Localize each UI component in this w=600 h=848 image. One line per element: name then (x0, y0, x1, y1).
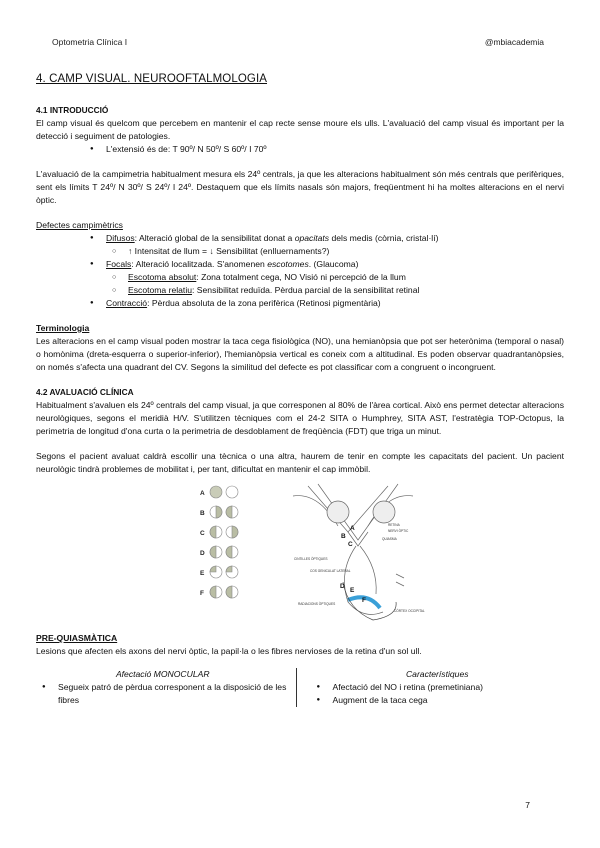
marker-e: E (350, 587, 355, 594)
scotoma-absolute-text: : Zona totalment cega, NO Visió ni percepció de la llum (196, 272, 406, 282)
defect-contraction-label: Contracció (106, 298, 148, 308)
pathway-drawing (293, 484, 413, 620)
defects-list (36, 232, 564, 310)
monocular-list (36, 681, 290, 707)
defect-diffuse-italic: opacitats (294, 233, 330, 243)
section-heading-4-1: 4.1 INTRODUCCIÓ (36, 105, 109, 115)
clinical-paragraph-1: Habitualment s'avaluen els 24º centrals del camp visual, ja que corresponen al 80% de l'àrea cortical. Això ens permet detectar alteracions neurològiques, segons el meridià H/V. S'utilitzen tècniques com el 24-2 SITA o Humphrey, SITA AST, l'estratègia TOP-Octopus, la perimetria de longitud d'ona curta o la perimetria de desdoblament de freqüència (FDT) que triga un minut. (36, 400, 564, 436)
scotoma-relative (36, 284, 564, 297)
terminology-heading: Terminologia (36, 323, 90, 333)
scotoma-absolute (36, 271, 564, 284)
marker-a: A (350, 525, 355, 532)
terminology-paragraph: Les alteracions en el camp visual poden mostrar la taca cega fisiològica (NO), una hemianòpsia que pot ser heterònima (temporal o nasal) o homònima (dreta-esquerra o superior-inferior), l'hemianòpsia vertical es coneix com a altitudinal. Es poden observar quadrantanòpsies, on només s'afecta una quadrant del CV. Segons la similitud del defecte es pot classificar com a congruent o incongruent. (36, 336, 564, 372)
features-list (311, 681, 565, 707)
row-label-c: C (200, 530, 205, 537)
monocular-item: ● Segueix patró de pèrdua corresponent a la disposició de les fibres (36, 681, 290, 707)
defect-diffuse-sub: ○ ↑ Intensitat de llum = ↓ Sensibilitat (enlluernaments?) (36, 245, 564, 258)
visual-field-rows (200, 490, 205, 597)
marker-c: C (348, 541, 353, 548)
defect-contraction-text: : Pèrdua absoluta de la zona perifèrica (Retinosi pigmentària) (147, 298, 381, 308)
page-number: 7 (525, 800, 530, 810)
extension-item: ● L'extensió és de: T 90º/ N 50º/ S 60º/ I 70º (36, 143, 564, 156)
scotoma-relative-text: : Sensibilitat reduïda. Pèrdua parcial de la sensibilitat retinal (192, 285, 420, 295)
defects-heading: Defectes campimètrics (36, 220, 123, 230)
defect-focal-label: Focals (106, 259, 132, 269)
features-item-1: ● Afectació del NO i retina (premetiniana) (311, 681, 565, 694)
prechiasmatic-columns (36, 668, 564, 707)
scotoma-relative-label: Escotoma relatiu (128, 285, 193, 295)
intro-paragraph: El camp visual és quelcom que percebem en mantenir el cap recte sense moure els ulls. L'avaluació del camp visual és important per la detecció i seguiment de patologies. (36, 118, 564, 141)
chapter-title: 4. CAMP VISUAL. NEUROOFTALMOLOGIA (36, 73, 268, 85)
monocular-column (36, 668, 297, 707)
label-lgn: COS GENICULAT LATERAL (310, 569, 351, 573)
label-optic-nerve: NERVI ÒPTIC (388, 529, 409, 533)
page-content (36, 72, 564, 707)
defect-focal (36, 258, 564, 271)
label-optic-tracts: CINTILLES ÒPTIQUES (294, 557, 328, 561)
visual-pathway-diagram (198, 482, 446, 624)
defect-focal-text-end: . (Glaucoma) (308, 259, 359, 269)
marker-f: F (362, 597, 366, 604)
visual-pathway-figure (198, 482, 446, 624)
marker-d: D (340, 583, 345, 590)
section-heading-4-2: 4.2 AVALUACIÓ CLÍNICA (36, 387, 134, 397)
features-item-2: ● Augment de la taca cega (311, 694, 565, 707)
defect-contraction (36, 297, 564, 310)
defect-focal-italic: escotomes (267, 259, 309, 269)
row-label-e: E (200, 570, 205, 577)
pathway-labels (294, 523, 425, 613)
campimetry-paragraph: L'avaluació de la campimetria habitualment mesura els 24º centrals, ja que les alteracions habitualment són més centrals que perifèriques, sent els límits T 24º/ N 30º/ S 24º/ I 24º. Destaquem que els límits nasals són majors, freqüentment hi ha moltes alteracions en el nervi òptic. (36, 169, 564, 205)
prechiasmatic-paragraph: Lesions que afecten els axons del nervi òptic, la papil·la o les fibres nervioses de la retina d'un sol ull. (36, 646, 422, 656)
defect-diffuse-text: : Alteració global de la sensibilitat donat a (134, 233, 295, 243)
clinical-paragraph-2: Segons el pacient avaluat caldrà escollir una tècnica o una altra, haurem de tenir en compte les capacitats del pacient. Un pacient neurològic tindrà problemes de mobilitat i, per tant, dificultat en mantenir el cap immòbil. (36, 451, 564, 474)
label-chiasm: QUIASMA (382, 537, 397, 541)
prechiasmatic-heading: PRE-QUIASMÀTICA (36, 633, 118, 643)
header-handle: @mbiacademia (484, 37, 544, 47)
label-occipital-cortex: CÒRTEX OCCIPITAL (394, 609, 425, 613)
extension-list (36, 143, 564, 156)
row-label-a: A (200, 490, 205, 497)
header-subject: Optometria Clínica I (52, 37, 128, 47)
scotoma-absolute-label: Escotoma absolut (128, 272, 197, 282)
row-label-d: D (200, 550, 205, 557)
row-label-b: B (200, 510, 205, 517)
label-retina: RETINA (388, 523, 400, 527)
monocular-title: Afectació MONOCULAR (115, 669, 210, 679)
pathway-markers (340, 525, 366, 604)
field-circles (210, 486, 238, 598)
features-title: Característiques (405, 669, 469, 679)
row-label-f: F (200, 590, 204, 597)
defect-diffuse (36, 232, 564, 245)
marker-b: B (341, 533, 346, 540)
defect-diffuse-label: Difusos (106, 233, 135, 243)
features-column (297, 668, 565, 707)
label-optic-radiations: RADIACIONS ÒPTIQUES (298, 602, 336, 606)
defect-focal-text: : Alteració localitzada. S'anomenen (131, 259, 268, 269)
defect-diffuse-text-end: dels medis (còrnia, cristal·lí) (329, 233, 439, 243)
